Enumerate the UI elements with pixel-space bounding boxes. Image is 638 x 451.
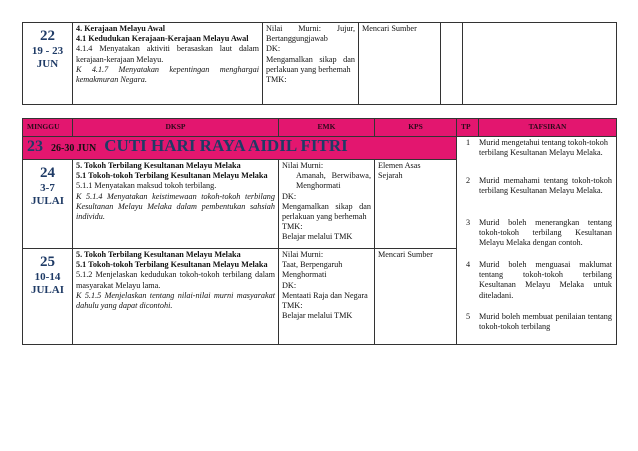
emk-cell xyxy=(279,160,375,249)
emk-tmk-label: TMK: xyxy=(282,301,303,311)
holiday-row xyxy=(23,137,617,160)
header-dskp: DKSP xyxy=(73,119,279,137)
kps-cell xyxy=(359,23,441,105)
week-24-cell xyxy=(23,160,73,249)
emk-tmk: Belajar melalui TMK xyxy=(282,232,353,242)
tp-level: 4 xyxy=(465,260,471,269)
tafsiran-text: Murid boleh membuat penilaian tentang tokoh-tokoh terbilang xyxy=(479,312,612,332)
emk-dk-label: DK: xyxy=(282,280,297,290)
emk-nilai: Taat, Berpengaruh xyxy=(282,260,343,270)
tafsiran-row xyxy=(459,218,614,260)
tafsiran-row xyxy=(459,176,614,218)
week-date: 10-14 xyxy=(34,271,61,283)
tafsiran-panel xyxy=(457,137,617,345)
emk-nilai-label: Nilai Murni: xyxy=(282,161,324,170)
holiday-week-number: 23 xyxy=(27,138,43,156)
header-minggu: MINGGU xyxy=(23,119,73,137)
tp-level: 1 xyxy=(465,138,471,147)
emk-nilai: Amanah, Berwibawa, Menghormati xyxy=(296,171,371,191)
header-emk: EMK xyxy=(279,119,375,137)
dskp-title: 5. Tokoh Terbilang Kesultanan Melayu Melaka xyxy=(76,250,241,259)
dskp-subtitle: 5.1 Tokoh-tokoh Terbilang Kesultanan Melayu Melaka xyxy=(76,260,268,270)
header-row xyxy=(23,119,617,137)
dskp-subtitle: 4.1 Kedudukan Kerajaan-Kerajaan Melayu Awal xyxy=(76,34,249,44)
kps-text: Mencari Sumber xyxy=(362,24,417,33)
holiday-cell xyxy=(23,137,457,160)
dskp-title: 4. Kerajaan Melayu Awal xyxy=(76,24,165,33)
tafsiran-row xyxy=(459,312,614,332)
kps-cell xyxy=(375,160,457,249)
emk-dk: Mengamalkan sikap dan perlakuan yang berhemah xyxy=(266,54,355,74)
tp-level: 2 xyxy=(465,176,471,185)
week-22-cell xyxy=(23,23,73,105)
kps-text: Mencari Sumber xyxy=(378,250,433,259)
week-22-table xyxy=(22,22,617,105)
dskp-cell xyxy=(73,249,279,345)
tafsiran-text: Murid memahami tentang tokoh-tokoh terbilang Kesultanan Melayu Melaka. xyxy=(479,176,612,196)
standard-kandungan: 5.1.1 Menyatakan maksud tokoh terbilang. xyxy=(76,181,217,191)
dskp-cell xyxy=(73,23,263,105)
tafsiran-text: Murid mengetahui tentang tokoh-tokoh terbilang Kesultanan Melayu Melaka. xyxy=(479,138,608,158)
emk-tmk-label: TMK: xyxy=(282,222,303,232)
tp-level: 3 xyxy=(465,218,471,227)
tp-cell xyxy=(441,23,463,105)
week-25-cell xyxy=(23,249,73,345)
emk-nilai-label: Nilai Murni: xyxy=(282,250,324,259)
week-date: 3-7 xyxy=(40,182,55,194)
tafsiran-row xyxy=(459,138,614,176)
kps-cell xyxy=(375,249,457,345)
header-kps: KPS xyxy=(375,119,457,137)
week-month: JULAI xyxy=(30,195,64,207)
rpt-main-table xyxy=(22,118,617,345)
holiday-date: 26-30 JUN xyxy=(51,143,97,155)
emk-nilai: Menghormati xyxy=(282,270,327,280)
emk-nilai: Nilai Murni: Jujur, Bertanggungjawab xyxy=(266,24,355,44)
header-tafsiran: TAFSIRAN xyxy=(479,119,617,137)
dskp-subtitle: 5.1 Tokoh-tokoh Terbilang Kesultanan Melayu Melaka xyxy=(76,171,268,181)
week-number: 25 xyxy=(40,254,55,270)
kps-text: Sejarah xyxy=(378,171,403,181)
tafsiran-cell xyxy=(463,23,617,105)
emk-dk-label: DK: xyxy=(266,44,281,54)
kps-text: Elemen Asas xyxy=(378,161,421,170)
dskp-cell xyxy=(73,160,279,249)
emk-tmk: Belajar melalui TMK xyxy=(282,311,353,321)
week-month: JULAI xyxy=(30,284,64,296)
kemahiran: K 5.1.4 Menyatakan keistimewaan tokoh-tokoh terbilang Kesultanan Melayu Melaka dalam pembentukan sahsiah individu. xyxy=(76,191,275,222)
header-tp: TP xyxy=(457,119,479,137)
week-date: 19 - 23 JUN xyxy=(31,45,64,70)
kemahiran: K 5.1.5 Menjelaskan tentang nilai-nilai murni masyarakat dahulu yang dapat dicontohi. xyxy=(76,290,275,311)
emk-dk: Mentaati Raja dan Negara xyxy=(282,290,368,300)
emk-cell xyxy=(279,249,375,345)
tp-level: 5 xyxy=(465,312,471,321)
tafsiran-row xyxy=(459,260,614,312)
dskp-title: 5. Tokoh Terbilang Kesultanan Melayu Melaka xyxy=(76,161,241,170)
kemahiran: K 4.1.7 Menyatakan kepentingan menghargai kemakmuran Negara. xyxy=(76,64,259,85)
standard-kandungan: 5.1.2 Menjelaskan kedudukan tokoh-tokoh terbilang dalam masyarakat Melayu lama. xyxy=(76,270,275,290)
tafsiran-text: Murid boleh menguasai maklumat tentang tokoh-tokoh terbilang Kesultanan Melayu Melaka untuk diteladani. xyxy=(479,260,612,300)
emk-cell xyxy=(263,23,359,105)
holiday-label: CUTI HARI RAYA AIDIL FITRI xyxy=(104,136,348,156)
emk-tmk-label: TMK: xyxy=(266,75,287,85)
standard-kandungan: 4.1.4 Menyatakan aktiviti berasaskan laut dalam kerajaan-kerajaan Melayu. xyxy=(76,44,259,64)
tafsiran-text: Murid boleh menerangkan tentang tokoh-tokoh terbilang Kesultanan Melayu Melaka dengan contoh. xyxy=(479,218,612,248)
week-number: 24 xyxy=(40,165,55,181)
emk-dk: Mengamalkan sikap dan perlakuan yang berhemah xyxy=(282,201,371,222)
emk-dk-label: DK: xyxy=(282,191,297,201)
tafsiran-list xyxy=(459,138,614,332)
week-number: 22 xyxy=(40,28,55,44)
